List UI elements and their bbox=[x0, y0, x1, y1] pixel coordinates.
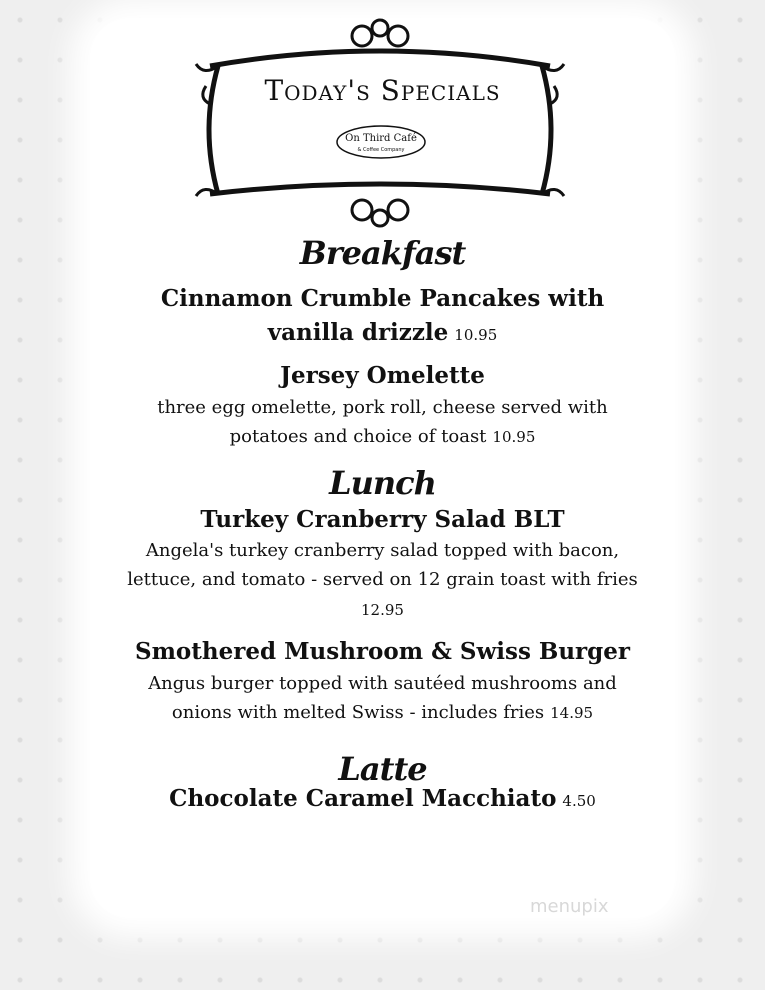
omelette-desc-line1: three egg omelette, pork roll, cheese served with bbox=[157, 397, 608, 418]
macchiato-price: 4.50 bbox=[562, 792, 596, 810]
omelette-desc-line2-text: potatoes and choice of toast bbox=[229, 426, 487, 447]
cafe-logo bbox=[334, 124, 428, 160]
breakfast-heading: Breakfast bbox=[299, 234, 466, 272]
logo-name: On Third Café bbox=[345, 133, 417, 144]
logo-subtitle: & Coffee Company bbox=[357, 147, 405, 153]
blt-desc-line2: lettuce, and tomato - served on 12 grain toast with fries bbox=[127, 569, 638, 590]
omelette-name: Jersey Omelette bbox=[280, 362, 485, 389]
blt-desc-line1: Angela's turkey cranberry salad topped with bacon, bbox=[145, 540, 620, 561]
blt-name: Turkey Cranberry Salad BLT bbox=[200, 506, 565, 533]
latte-heading: Latte bbox=[338, 750, 427, 788]
blt-price-line bbox=[0, 594, 765, 626]
blt-price: 12.95 bbox=[361, 601, 404, 619]
pancakes-name-line2 bbox=[0, 319, 765, 346]
burger-desc-line1: Angus burger topped with sautéed mushrooms and bbox=[148, 673, 617, 694]
pancakes-name-line1: Cinnamon Crumble Pancakes with bbox=[160, 285, 605, 312]
omelette-desc-line2 bbox=[0, 421, 765, 453]
page-title: Today's Specials bbox=[264, 74, 501, 107]
burger-price: 14.95 bbox=[550, 704, 594, 722]
pancakes-price: 10.95 bbox=[454, 326, 498, 344]
macchiato-line bbox=[0, 785, 765, 812]
burger-name: Smothered Mushroom & Swiss Burger bbox=[134, 638, 631, 665]
pancakes-name-line2-text: vanilla drizzle bbox=[267, 319, 449, 346]
watermark: menupix bbox=[530, 896, 609, 917]
omelette-price: 10.95 bbox=[492, 428, 536, 446]
burger-desc-line2 bbox=[0, 697, 765, 729]
lunch-heading: Lunch bbox=[329, 464, 436, 502]
burger-desc-line2-text: onions with melted Swiss - includes fries bbox=[171, 702, 545, 723]
macchiato-name: Chocolate Caramel Macchiato bbox=[169, 785, 557, 812]
